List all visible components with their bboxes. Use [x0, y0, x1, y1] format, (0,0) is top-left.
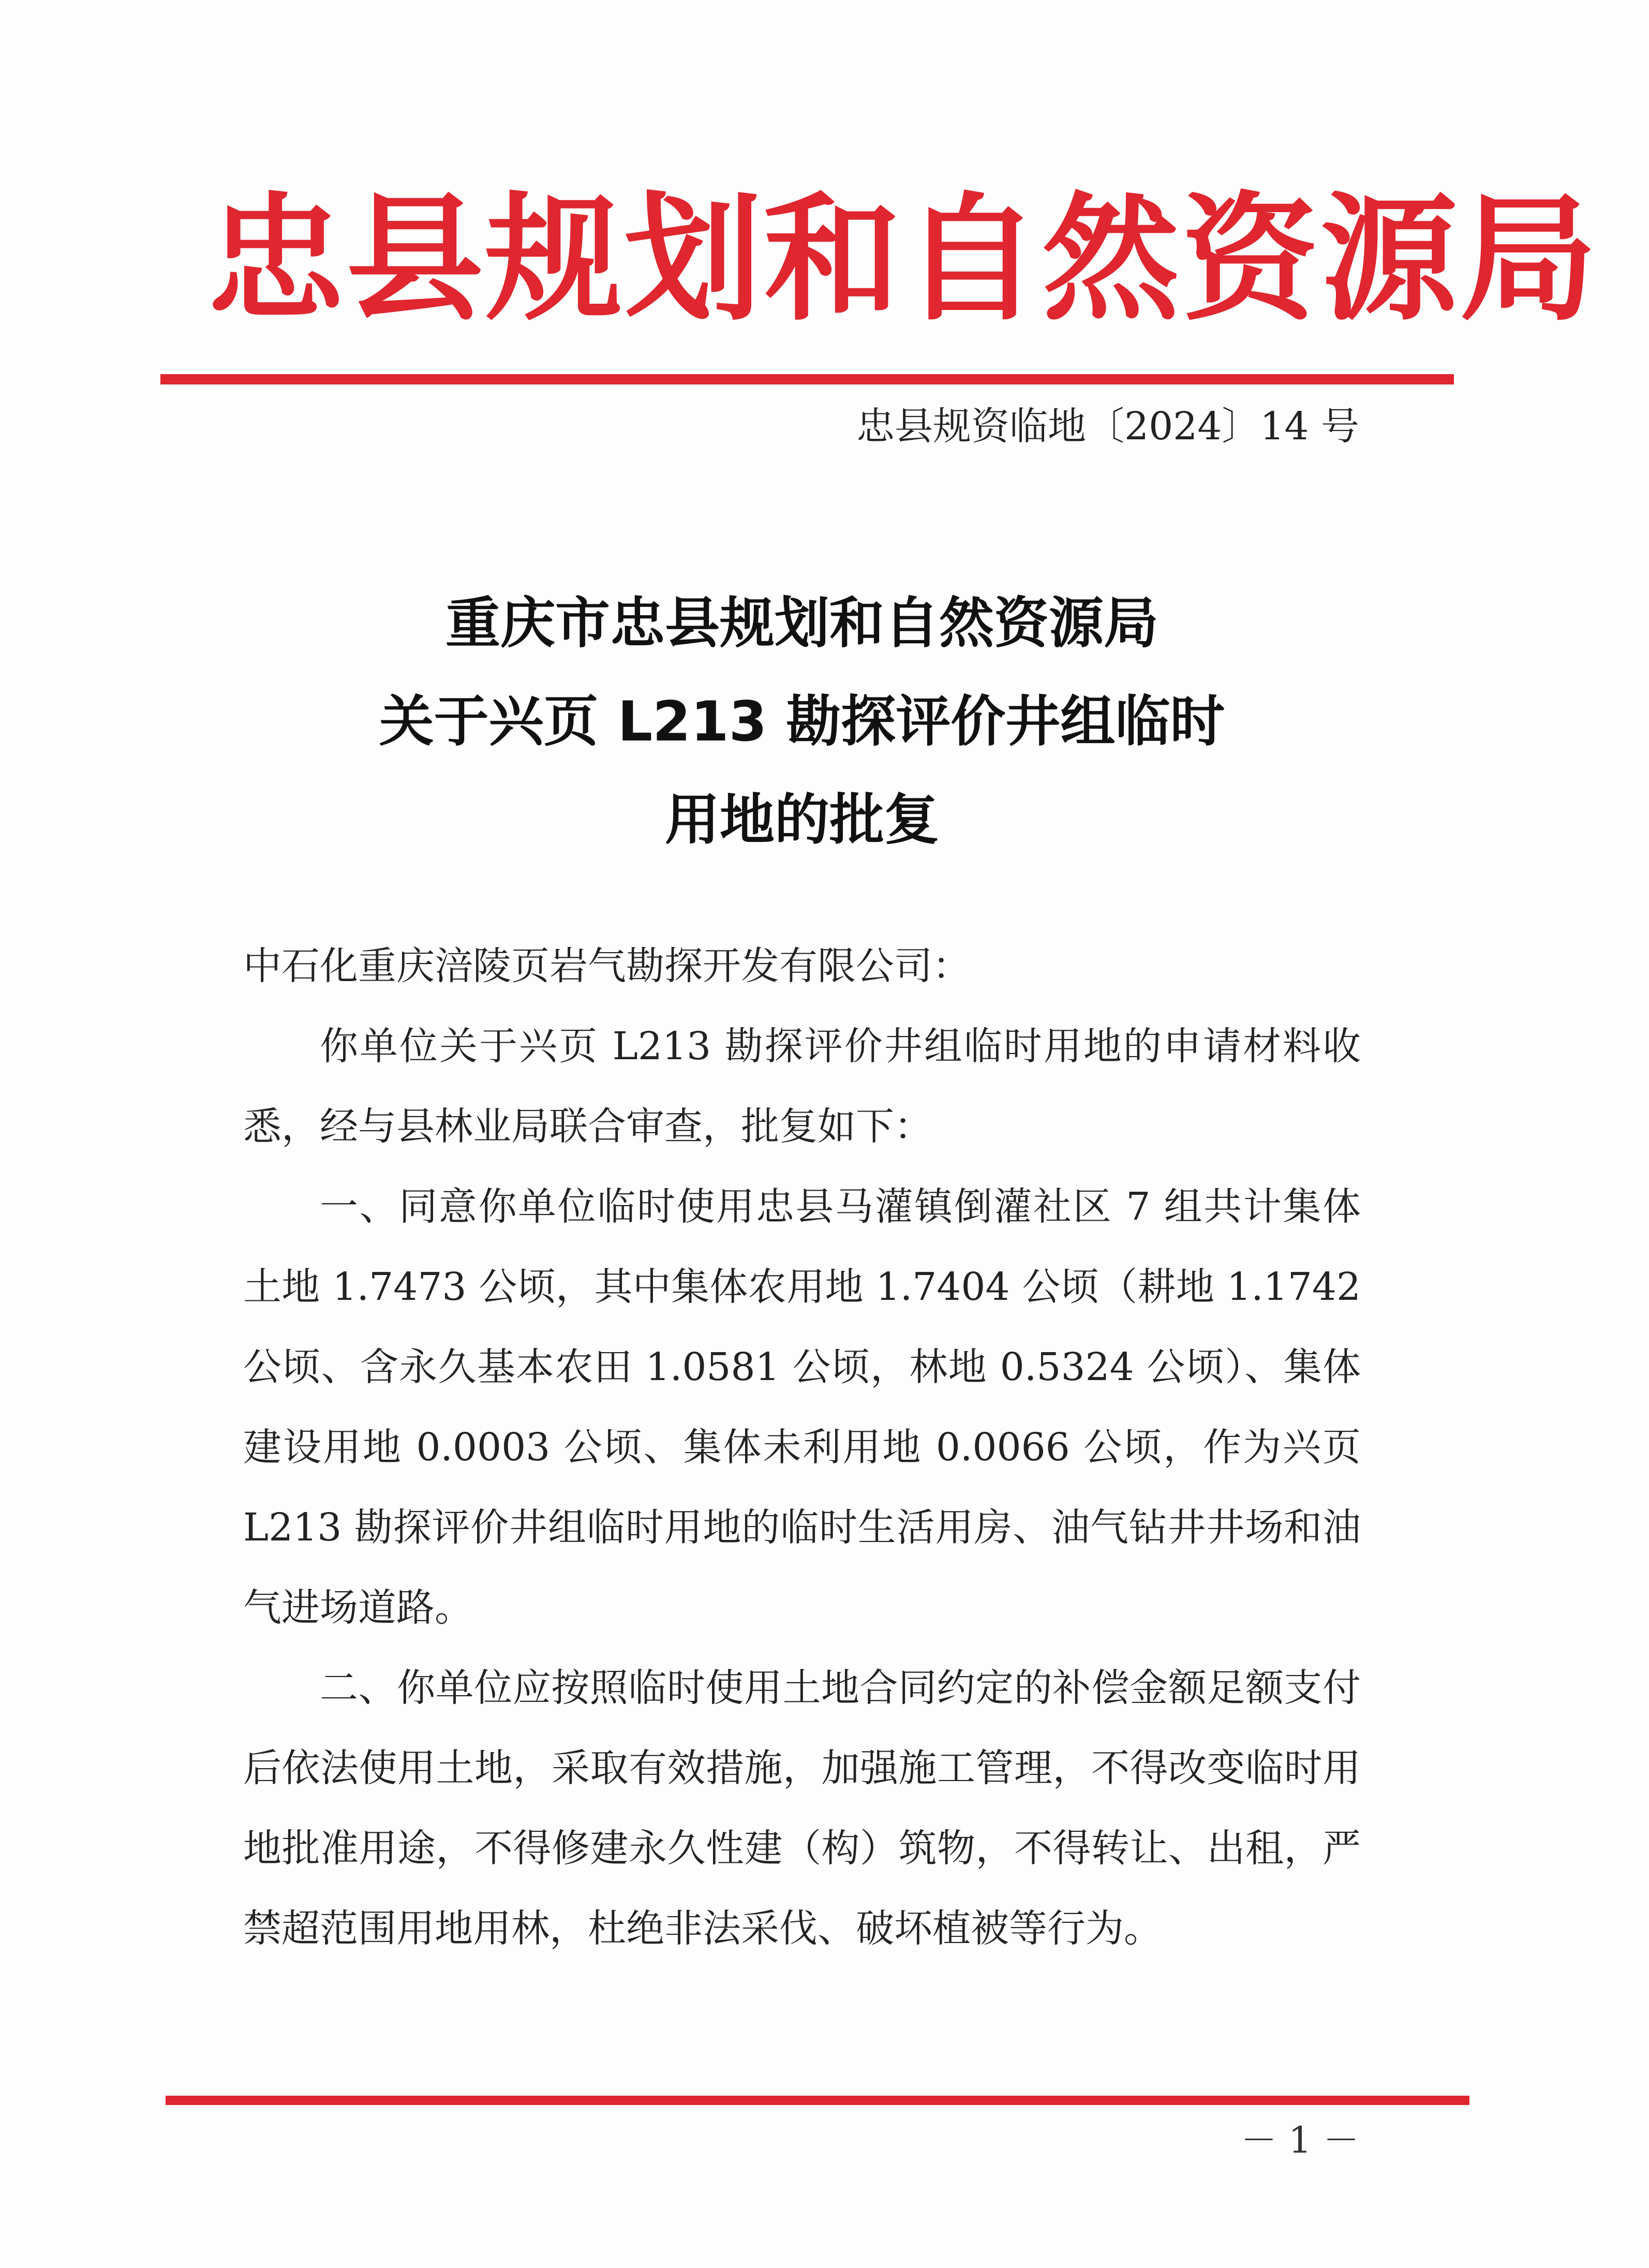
masthead-agency-name: 忠县规划和自然资源局: [207, 180, 1599, 339]
body-paragraph-item-1: 一、同意你单位临时使用忠县马灌镇倒灌社区 7 组共计集体土地 1.7473 公顷，其中集体农用地 1.7404 公顷（耕地 1.1742 公顷、含永久基本农田 1.0581 公顷，林地 0.5324 公顷）、集体建设用地 0.0003 公顷、集体未利用地 0.0066 公顷，作为兴页 L213 勘探评价井组临时用地的临时生活用房、油气钻井井场和油气进场道路。: [243, 1184, 1361, 1630]
document-title: [207, 574, 1397, 869]
page-number: － 1 －: [1240, 2119, 1359, 2161]
masthead-red-rule: [160, 374, 1454, 384]
body-paragraph-item-2: 二、你单位应按照临时使用土地合同约定的补偿金额足额支付后依法使用土地，采取有效措施，加强施工管理，不得改变临时用地批准用途，不得修建永久性建（构）筑物，不得转让、出租，严禁超范围用地用林，杜绝非法采伐、破坏植被等行为。: [243, 1666, 1361, 1951]
document-body: [243, 926, 1361, 1969]
title-line-3: 用地的批复: [665, 788, 939, 852]
title-line-1: 重庆市忠县规划和自然资源局: [445, 591, 1158, 655]
addressee: 中石化重庆涪陵页岩气勘探开发有限公司：: [243, 944, 971, 988]
document-number: 忠县规资临地〔2024〕14 号: [856, 404, 1359, 449]
footer-red-rule: [166, 2096, 1469, 2105]
title-line-2: 关于兴页 L213 勘探评价井组临时: [379, 690, 1225, 753]
body-paragraph-intro: 你单位关于兴页 L213 勘探评价井组临时用地的申请材料收悉，经与县林业局联合审查，批复如下：: [243, 1024, 1361, 1149]
